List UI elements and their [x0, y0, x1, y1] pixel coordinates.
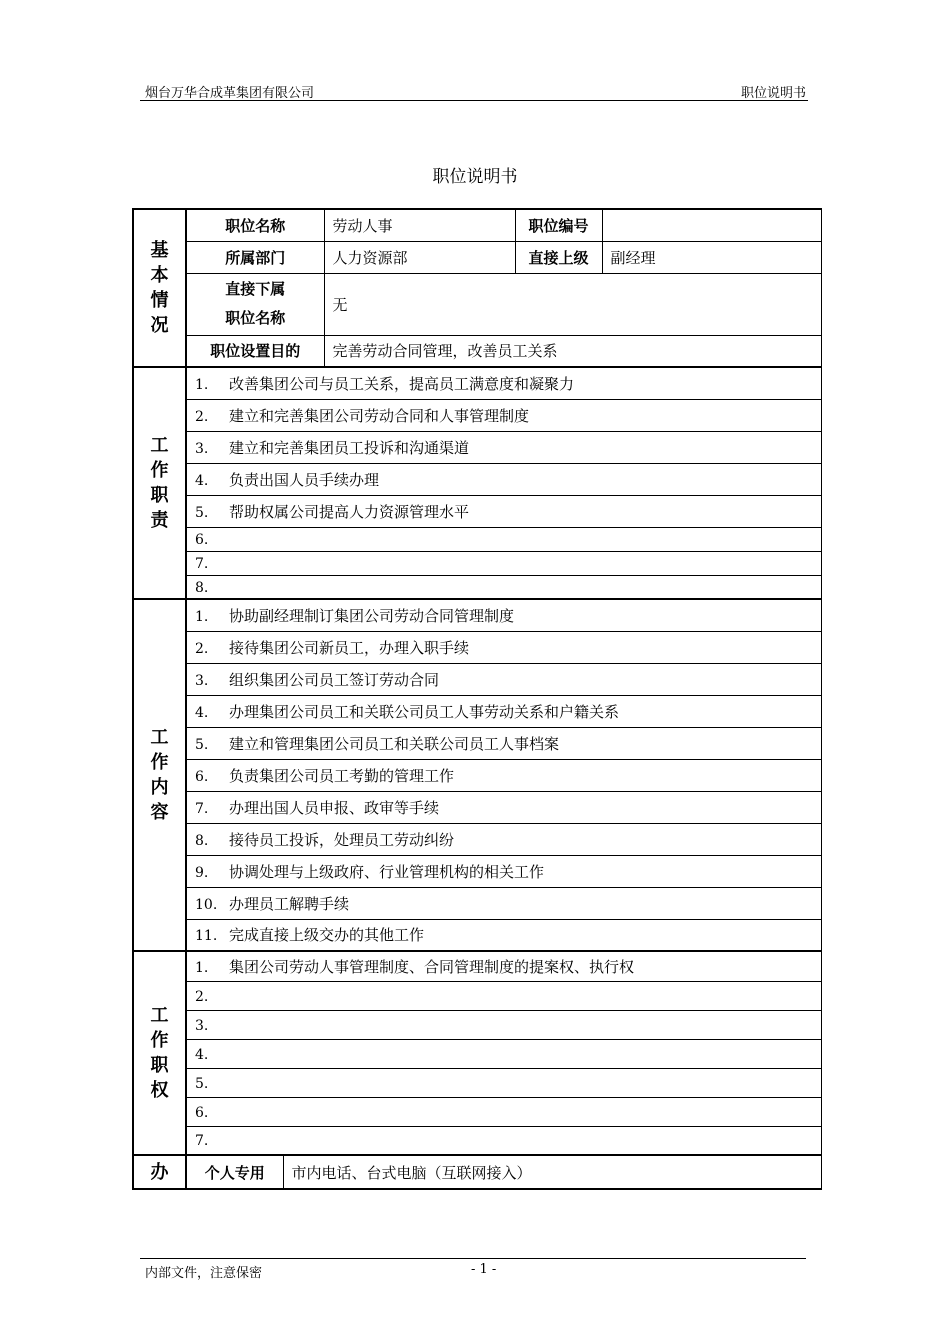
basic-row-purpose	[133, 335, 821, 367]
content-item	[186, 759, 821, 791]
basic-row-dept	[133, 241, 821, 273]
duty-num: 3.	[195, 440, 209, 457]
duty-item	[186, 527, 821, 551]
duty-num: 1.	[195, 376, 209, 393]
list-item	[133, 1097, 821, 1126]
section-content	[133, 599, 186, 951]
authority-item	[186, 1039, 821, 1068]
list-item	[133, 791, 821, 823]
purpose-label: 职位设置目的	[186, 335, 324, 367]
superior-label: 直接上级	[515, 241, 602, 273]
list-item	[133, 727, 821, 759]
subordinate-label-line2: 职位名称	[225, 309, 286, 327]
authority-num: 6.	[195, 1104, 209, 1121]
purpose-value: 完善劳动合同管理，改善员工关系	[324, 335, 821, 367]
duty-item	[186, 463, 821, 495]
content-item	[186, 663, 821, 695]
list-item	[133, 919, 821, 951]
duty-text: 负责出国人员手续办理	[229, 470, 380, 489]
duty-num: 5.	[195, 504, 209, 521]
section-duties	[133, 367, 186, 599]
list-item	[133, 951, 821, 981]
list-item	[133, 981, 821, 1010]
section-authority-title: 工作职权	[150, 1005, 169, 1101]
content-num: 1.	[195, 608, 209, 625]
list-item	[133, 599, 821, 631]
section-authority	[133, 951, 186, 1155]
list-item	[133, 1010, 821, 1039]
list-item	[133, 527, 821, 551]
content-text: 建立和管理集团公司员工和关联公司员工人事档案	[229, 734, 560, 753]
header-company: 烟台万华合成革集团有限公司	[145, 86, 315, 101]
content-text: 负责集团公司员工考勤的管理工作	[229, 766, 455, 785]
section-duties-title: 工作职责	[150, 435, 169, 531]
content-text: 接待员工投诉，处理员工劳动纠纷	[229, 830, 455, 849]
content-num: 9.	[195, 864, 209, 881]
list-item	[133, 631, 821, 663]
content-num: 3.	[195, 672, 209, 689]
section-basic	[133, 209, 186, 367]
basic-row-subordinate	[133, 273, 821, 335]
content-num: 6.	[195, 768, 209, 785]
personal-label: 个人专用	[186, 1155, 283, 1189]
authority-item	[186, 1126, 821, 1155]
list-item	[133, 367, 821, 399]
authority-num: 7.	[195, 1133, 209, 1150]
office-row	[133, 1155, 821, 1189]
subordinate-label-line1: 直接下属	[225, 280, 286, 298]
content-num: 10.	[195, 896, 218, 913]
job-description-table	[132, 208, 822, 1190]
duty-item	[186, 431, 821, 463]
content-num: 5.	[195, 736, 209, 753]
content-item	[186, 791, 821, 823]
duty-text: 改善集团公司与员工关系，提高员工满意度和凝聚力	[229, 374, 575, 393]
header-doc-type: 职位说明书	[740, 86, 806, 101]
duty-num: 2.	[195, 408, 209, 425]
authority-num: 4.	[195, 1046, 209, 1063]
list-item	[133, 1126, 821, 1155]
authority-item	[186, 951, 821, 981]
content-text: 协助副经理制订集团公司劳动合同管理制度	[229, 606, 515, 625]
content-text: 接待集团公司新员工，办理入职手续	[229, 638, 470, 657]
content-text: 办理集团公司员工和关联公司员工人事劳动关系和户籍关系	[229, 702, 620, 721]
list-item	[133, 663, 821, 695]
authority-num: 5.	[195, 1075, 209, 1092]
job-code-label: 职位编号	[515, 209, 602, 241]
authority-num: 3.	[195, 1017, 209, 1034]
authority-item	[186, 1097, 821, 1126]
list-item	[133, 887, 821, 919]
content-item	[186, 599, 821, 631]
superior-value: 副经理	[602, 241, 821, 273]
section-office-title: 办	[150, 1161, 169, 1183]
job-title-value: 劳动人事	[324, 209, 515, 241]
duty-text: 建立和完善集团员工投诉和沟通渠道	[229, 438, 470, 457]
duty-item	[186, 495, 821, 527]
duty-text: 帮助权属公司提高人力资源管理水平	[229, 502, 470, 521]
section-content-title: 工作内容	[150, 727, 169, 823]
list-item	[133, 431, 821, 463]
footer-page-number: - 1 -	[471, 1262, 497, 1277]
content-text: 完成直接上级交办的其他工作	[229, 926, 425, 945]
list-item	[133, 1068, 821, 1097]
duty-num: 8.	[195, 579, 209, 596]
content-num: 11.	[195, 928, 218, 945]
authority-item	[186, 1068, 821, 1097]
content-item	[186, 727, 821, 759]
list-item	[133, 575, 821, 599]
dept-value: 人力资源部	[324, 241, 515, 273]
content-text: 办理员工解聘手续	[229, 894, 350, 913]
duty-item	[186, 575, 821, 599]
subordinate-value: 无	[324, 273, 821, 335]
content-item	[186, 631, 821, 663]
list-item	[133, 695, 821, 727]
content-num: 4.	[195, 704, 209, 721]
content-text: 组织集团公司员工签订劳动合同	[229, 670, 440, 689]
duty-item	[186, 551, 821, 575]
list-item	[133, 855, 821, 887]
section-office	[133, 1155, 186, 1189]
authority-item	[186, 1010, 821, 1039]
duty-item	[186, 399, 821, 431]
subordinate-label	[186, 273, 324, 335]
section-basic-title: 基本情况	[150, 240, 169, 336]
authority-text: 集团公司劳动人事管理制度、合同管理制度的提案权、执行权	[229, 957, 635, 976]
dept-label: 所属部门	[186, 241, 324, 273]
list-item	[133, 399, 821, 431]
content-item	[186, 695, 821, 727]
job-title-label: 职位名称	[186, 209, 324, 241]
content-num: 8.	[195, 832, 209, 849]
content-text: 协调处理与上级政府、行业管理机构的相关工作	[229, 862, 545, 881]
list-item	[133, 495, 821, 527]
footer-divider	[140, 1258, 806, 1259]
duty-num: 4.	[195, 472, 209, 489]
duty-num: 7.	[195, 556, 209, 572]
duty-num: 6.	[195, 532, 209, 548]
page-title: 职位说明书	[432, 167, 518, 187]
footer-note: 内部文件，注意保密	[145, 1266, 263, 1281]
job-code-value	[602, 209, 821, 241]
list-item	[133, 463, 821, 495]
content-num: 2.	[195, 640, 209, 657]
content-item	[186, 919, 821, 951]
duty-text: 建立和完善集团公司劳动合同和人事管理制度	[229, 406, 530, 425]
authority-item	[186, 981, 821, 1010]
basic-row-title	[133, 209, 821, 241]
list-item	[133, 823, 821, 855]
personal-value: 市内电话、台式电脑（互联网接入）	[283, 1155, 821, 1189]
list-item	[133, 759, 821, 791]
content-text: 办理出国人员申报、政审等手续	[229, 798, 440, 817]
content-item	[186, 823, 821, 855]
list-item	[133, 1039, 821, 1068]
header-divider	[140, 100, 808, 101]
authority-num: 1.	[195, 959, 209, 976]
authority-num: 2.	[195, 988, 209, 1005]
content-item	[186, 855, 821, 887]
content-item	[186, 887, 821, 919]
list-item	[133, 551, 821, 575]
duty-item	[186, 367, 821, 399]
content-num: 7.	[195, 800, 209, 817]
